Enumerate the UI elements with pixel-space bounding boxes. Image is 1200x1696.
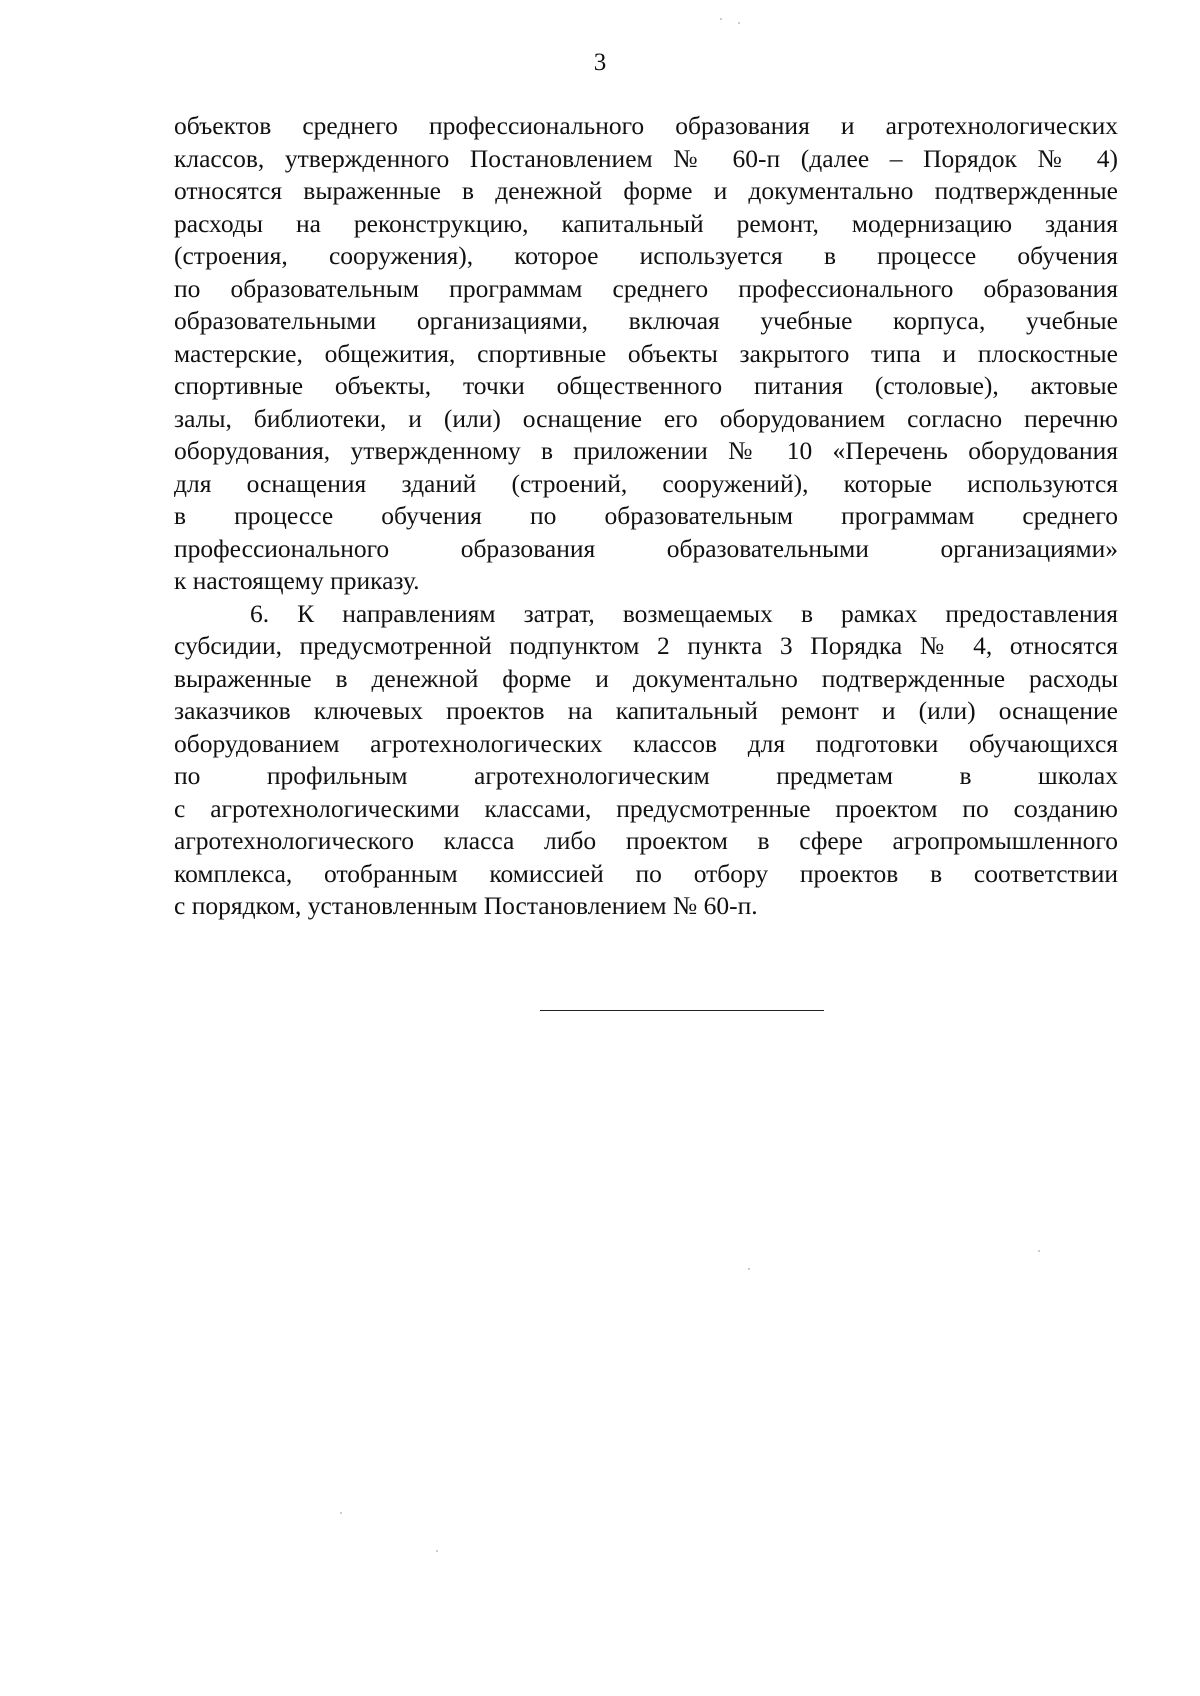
text-line: классов, утвержденного Постановлением № 60-п (далее – Порядок № 4) (174, 143, 1118, 173)
text-line: заказчиков ключевых проектов на капитальный ремонт и (или) оснащение (174, 696, 1118, 725)
text-line: агротехнологического класса либо проектом в сфере агропромышленного (174, 826, 1118, 855)
page-number: 3 (593, 49, 607, 76)
text-line: в процессе обучения по образовательным программам среднего (174, 501, 1118, 530)
text-line: объектов среднего профессионального образования и агротехнологических (174, 111, 1118, 140)
text-line: 6. К направлениям затрат, возмещаемых в рамках предоставления (250, 598, 1118, 628)
text-line: для оснащения зданий (строений, сооружений), которые используются (174, 468, 1118, 498)
text-line: залы, библиотеки, и (или) оснащение его оборудованием согласно перечню (174, 403, 1118, 433)
scan-speck (738, 22, 740, 24)
text-line: по образовательным программам среднего профессионального образования (174, 273, 1118, 303)
text-line: мастерские, общежития, спортивные объекты закрытого типа и плоскостные (174, 338, 1118, 368)
paragraph-2 (174, 598, 1118, 923)
text-line: образовательными организациями, включая учебные корпуса, учебные (174, 306, 1118, 335)
scan-speck (748, 1268, 750, 1270)
text-line: комплекса, отобранным комиссией по отбору проектов в соответствии (174, 858, 1118, 888)
text-line: с агротехнологическими классами, предусмотренные проектом по созданию (174, 793, 1118, 823)
text-line: спортивные объекты, точки общественного питания (столовые), актовые (174, 371, 1118, 400)
end-divider-line (540, 1010, 824, 1011)
text-line: выраженные в денежной форме и документально подтвержденные расходы (174, 663, 1118, 693)
paragraph-1 (174, 110, 1118, 598)
text-line: (строения, сооружения), которое используется в процессе обучения (174, 241, 1118, 270)
scan-speck (340, 1512, 342, 1514)
document-body (174, 110, 1118, 923)
text-line: по профильным агротехнологическим предметам в школах (174, 761, 1118, 790)
text-line: относятся выраженные в денежной форме и документально подтвержденные (174, 176, 1118, 205)
scan-speck (436, 1550, 438, 1552)
text-line: расходы на реконструкцию, капитальный ремонт, модернизацию здания (174, 208, 1118, 238)
text-line: оборудованием агротехнологических классов для подготовки обучающихся (174, 728, 1118, 758)
text-line: оборудования, утвержденному в приложении № 10 «Перечень оборудования (174, 436, 1118, 465)
text-line: профессионального образования образовательными организациями» (174, 533, 1118, 563)
scan-speck (720, 18, 722, 20)
text-line: с порядком, установленным Постановлением № 60-п. (174, 891, 758, 920)
text-line: субсидии, предусмотренной подпунктом 2 пункта 3 Порядка № 4, относятся (174, 631, 1118, 660)
text-line: к настоящему приказу. (174, 566, 420, 595)
scan-speck (1038, 1250, 1040, 1252)
